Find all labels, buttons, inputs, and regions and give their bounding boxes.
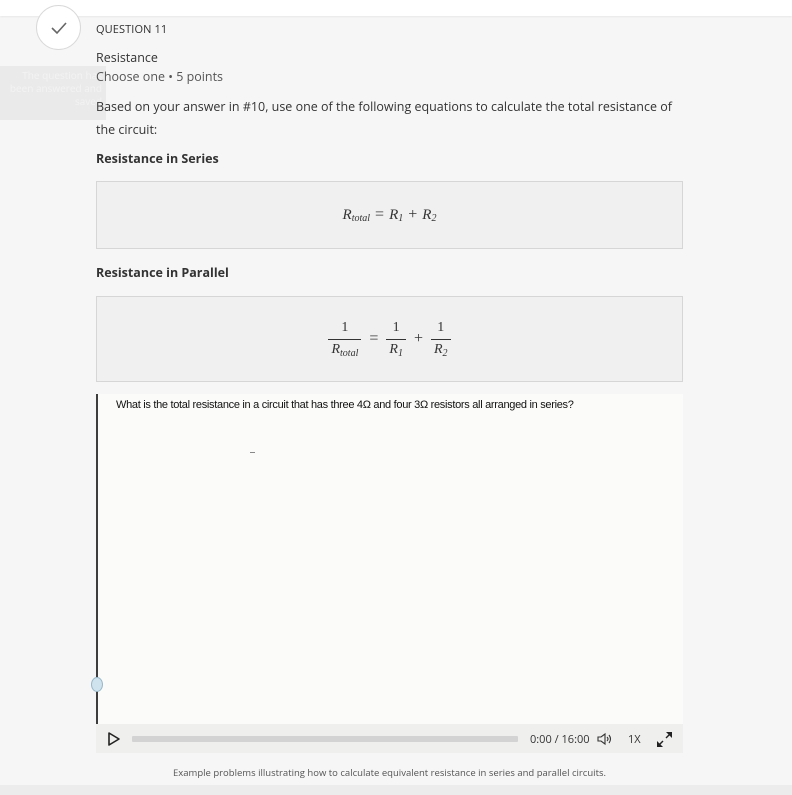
bottom-strip — [0, 785, 792, 795]
eq-sub: 2 — [431, 212, 437, 224]
question-number: QUESTION 11 — [96, 22, 168, 37]
video-player[interactable] — [96, 394, 683, 753]
top-bar — [0, 0, 792, 16]
series-label: Resistance in Series — [96, 150, 219, 167]
parallel-label: Resistance in Parallel — [96, 264, 229, 281]
eq-var: R — [433, 342, 443, 357]
eq-var: R — [422, 206, 432, 223]
series-equation — [96, 181, 683, 249]
drag-handle[interactable] — [91, 677, 103, 692]
numerator: 1 — [392, 320, 400, 335]
check-icon — [50, 21, 68, 35]
progress-bar[interactable] — [132, 736, 518, 742]
eq-equals: = — [375, 206, 385, 223]
volume-icon[interactable] — [597, 732, 613, 746]
eq-sub: 1 — [398, 212, 404, 224]
video-caption: Example problems illustrating how to calculate equivalent resistance in series and parallel circuits. — [173, 766, 606, 779]
eq-plus: + — [408, 206, 418, 223]
fraction-r2 — [431, 320, 451, 358]
playback-speed-button[interactable]: 1X — [628, 732, 641, 747]
denominator — [431, 339, 451, 358]
video-controls — [96, 724, 683, 753]
numerator: 1 — [437, 320, 445, 335]
play-icon[interactable] — [106, 731, 122, 747]
denominator — [328, 339, 361, 358]
eq-sub: 1 — [397, 348, 403, 359]
eq-equals: = — [369, 330, 379, 347]
eq-var: R — [389, 342, 398, 357]
eq-var: R — [342, 206, 352, 223]
eq-plus: + — [413, 330, 423, 347]
video-left-border — [96, 394, 98, 724]
fraction-r1 — [386, 320, 406, 358]
eq-sub: total — [351, 212, 371, 224]
video-question-text: What is the total resistance in a circuit that has three 4Ω and four 3Ω resistors all arranged in series? — [116, 399, 574, 411]
video-mark — [250, 452, 255, 453]
time-display: 0:00 / 16:00 — [530, 732, 590, 747]
fullscreen-icon[interactable] — [656, 731, 673, 748]
question-title: Resistance — [96, 49, 158, 66]
eq-var: R — [331, 342, 341, 357]
fraction-total — [328, 320, 361, 358]
parallel-equation — [96, 296, 683, 382]
eq-sub: 2 — [442, 348, 448, 359]
denominator — [386, 339, 406, 358]
saved-tooltip: The question has been answered and saved — [0, 66, 106, 120]
answered-status — [36, 5, 81, 50]
question-text: Based on your answer in #10, use one of the following equations to calculate the total resistance of the circuit: — [96, 98, 672, 138]
eq-var: R — [389, 206, 399, 223]
question-meta: Choose one • 5 points — [96, 68, 223, 85]
eq-sub: total — [340, 348, 359, 359]
numerator: 1 — [341, 320, 349, 335]
